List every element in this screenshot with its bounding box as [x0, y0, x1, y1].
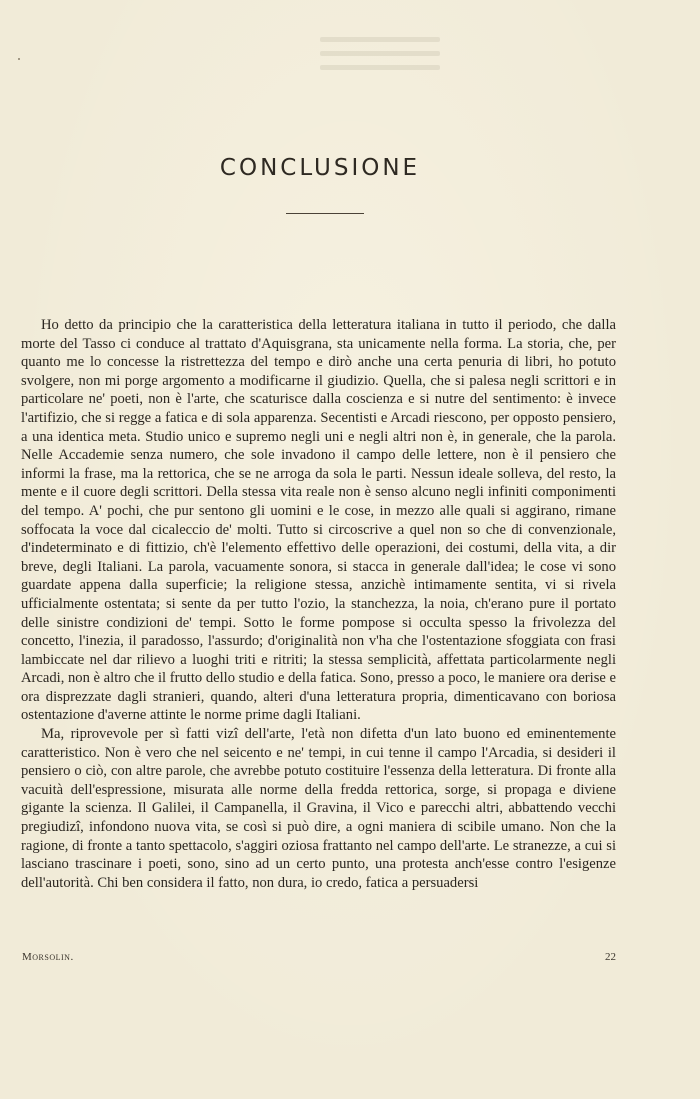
- body-text: [21, 316, 616, 892]
- paragraph-1: Ho detto da principio che la caratteristica della letteratura italiana in tutto il periodo, che dalla morte del Tasso ci conduce al trattato d'Aquisgrana, sta unicamente nella forma. La storia, che, per quanto me lo concesse la ristrettezza del tempo e dirò anche una certa penuria di libri, ho potuto svolgere, non mi porge argomento a modificarne il giudizio. Quella, che si palesa negli scrittori e in particolare ne' poeti, non è l'arte, che scaturisce dalla coscienza e si nutre del sentimento: è invece l'artifizio, che si regge a fatica e di sola apparenza. Secentisti e Arcadi riescono, per opposto pensiero, a una identica meta. Studio unico e supremo negli uni e negli altri non è, in generale, che la parola. Nelle Accademie senza numero, che sole invadono il campo delle lettere, non è il pensiero che informi la frase, ma la rettorica, che se ne arroga da sola le parti. Nessun ideale solleva, del resto, la mente e il cuore degli scrittori. Della stessa vita reale non è senso alcuno negli infiniti componimenti del tempo. A' pochi, che pur sentono gli uomini e le cose, in mezzo alle quali si aggirano, rimane soffocata la voce dal cicaleccio de' molti. Tutto si circoscrive a quel non so che di convenzionale, d'indeterminato e di fittizio, ch'è l'elemento effettivo delle operazioni, dei costumi, della vita, a dir breve, degli Italiani. La parola, vacuamente sonora, si stacca in generale dall'idea; le cose vi sono guardate appena dalla superficie; la religione stessa, anzichè intimamente sentita, vi si rivela ufficialmente ostentata; si sente da per tutto l'ozio, la stanchezza, la noia, ch'erano pure il portato delle sinistre condizioni de' tempi. Sotto le forme pompose si occulta spesso la frivolezza del concetto, l'inezia, il paradosso, l'assurdo; d'originalità non v'ha che l'ostentazione sfoggiata con frasi lambiccate nel dar rilievo a luoghi triti e ritriti; la stessa semplicità, affettata particolarmente negli Arcadi, non è altro che il frutto dello studio e della fatica. Sono, presso a poco, le maniere ora derise e ora disprezzate dagli stranieri, quando, alteri d'una letteratura propria, dimenticavano con boriosa ostentazione d'averne attinte le norme prime dagli Italiani.: [21, 317, 616, 724]
- paper-speck: [18, 58, 20, 60]
- footer-author: Morsolin.: [22, 951, 74, 963]
- heading-rule: [286, 213, 364, 214]
- chapter-heading: CONCLUSIONE: [219, 155, 421, 181]
- paragraph-2: Ma, riprovevole per sì fatti vizî dell'arte, l'età non difetta d'un lato buono ed eminentemente caratteristico. Non è vero che nel seicento e ne' tempi, in cui tenne il campo l'Arcadia, si desideri il pensiero o ciò, con altre parole, che avrebbe potuto costituire l'essenza della letteratura. Di fronte alla vacuità dell'espressione, misurata alle norme della fredda rettorica, sorge, si propaga e diviene gigante la scienza. Il Galilei, il Campanella, il Gravina, il Vico e parecchi altri, abbattendo vecchi pregiudizî, infondono nuova vita, se così si può dire, a ogni maniera di scibile umano. Non che la ragione, di fronte a tanto spettacolo, s'aggiri oziosa frattanto nel campo dell'arte. Le stranezze, a cui si lasciano trascinare i poeti, sono, sino ad un certo punto, una protesta anch'esse contro l'esigenze dell'autorità. Chi ben considera il fatto, non dura, io credo, fatica a persuadersi: [21, 726, 616, 891]
- show-through-text: [320, 28, 440, 88]
- signature-mark: 22: [605, 951, 616, 963]
